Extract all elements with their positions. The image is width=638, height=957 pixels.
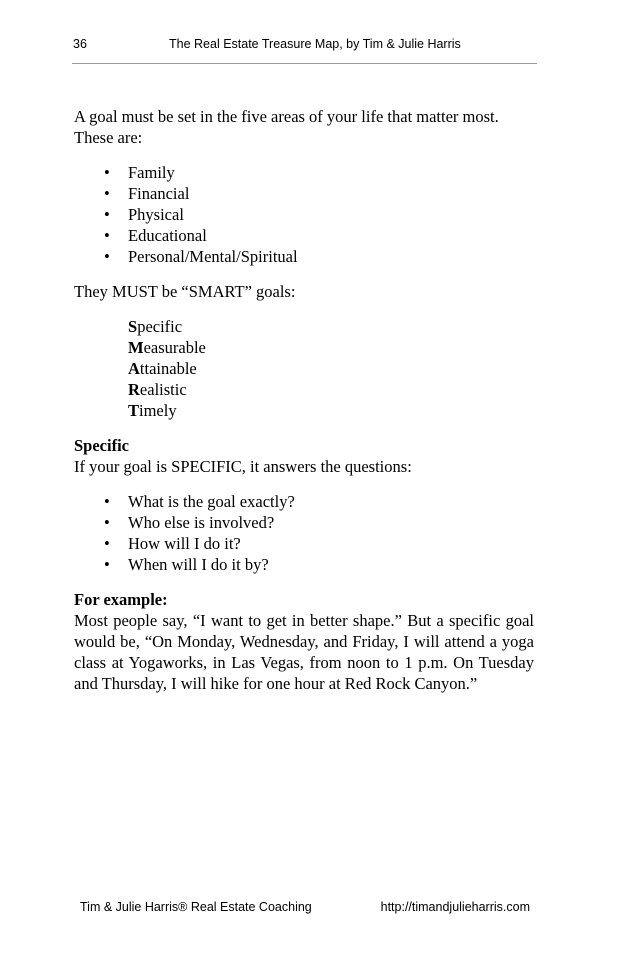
life-areas-list bbox=[74, 162, 534, 267]
list-item: • Personal/Mental/Spiritual bbox=[104, 247, 298, 266]
intro-line: These are: bbox=[74, 128, 143, 147]
bullet-icon: • bbox=[104, 534, 110, 553]
header-divider bbox=[72, 63, 537, 64]
page-footer bbox=[80, 900, 530, 918]
bullet-icon: • bbox=[104, 513, 110, 532]
bullet-icon: • bbox=[104, 492, 110, 511]
running-title: The Real Estate Treasure Map, by Tim & Julie Harris bbox=[169, 37, 461, 51]
section-heading: Specific bbox=[74, 436, 129, 455]
list-item: • When will I do it by? bbox=[104, 555, 269, 574]
example-paragraph: Most people say, “I want to get in better shape.” But a specific goal would be, “On Monday, Wednesday, and Friday, I will attend a yoga class at Yogaworks, in Las Vegas, from noon to 1 p.m. On Tuesday and Thursday, I will hike for one hour at Red Rock Canyon.” bbox=[74, 611, 534, 693]
smart-acronym-list bbox=[74, 316, 534, 421]
bullet-icon: • bbox=[104, 247, 110, 266]
list-item: • How will I do it? bbox=[104, 534, 241, 553]
list-item: • Physical bbox=[104, 205, 184, 224]
bullet-icon: • bbox=[104, 226, 110, 245]
questions-list bbox=[74, 491, 534, 575]
smart-intro: They MUST be “SMART” goals: bbox=[74, 282, 296, 301]
footer-url: http://timandjulieharris.com bbox=[380, 900, 530, 914]
bullet-icon: • bbox=[104, 163, 110, 182]
list-item: • Who else is involved? bbox=[104, 513, 275, 532]
list-item: • Financial bbox=[104, 184, 190, 203]
footer-credit: Tim & Julie Harris® Real Estate Coaching bbox=[80, 900, 312, 914]
list-item: • Family bbox=[104, 163, 175, 182]
smart-item: Measurable bbox=[128, 338, 206, 357]
bullet-icon: • bbox=[104, 184, 110, 203]
list-item: • What is the goal exactly? bbox=[104, 492, 295, 511]
list-item: • Educational bbox=[104, 226, 207, 245]
page-body bbox=[74, 106, 534, 694]
specific-intro: If your goal is SPECIFIC, it answers the questions: bbox=[74, 457, 412, 476]
intro-line: A goal must be set in the five areas of your life that matter most. bbox=[74, 107, 499, 126]
smart-item: Attainable bbox=[128, 359, 197, 378]
example-heading: For example: bbox=[74, 590, 168, 609]
bullet-icon: • bbox=[104, 205, 110, 224]
bullet-icon: • bbox=[104, 555, 110, 574]
smart-item: Specific bbox=[128, 317, 183, 336]
smart-item: Timely bbox=[128, 401, 177, 420]
page-header bbox=[73, 37, 536, 57]
page-number: 36 bbox=[73, 37, 87, 51]
smart-item: Realistic bbox=[128, 380, 187, 399]
